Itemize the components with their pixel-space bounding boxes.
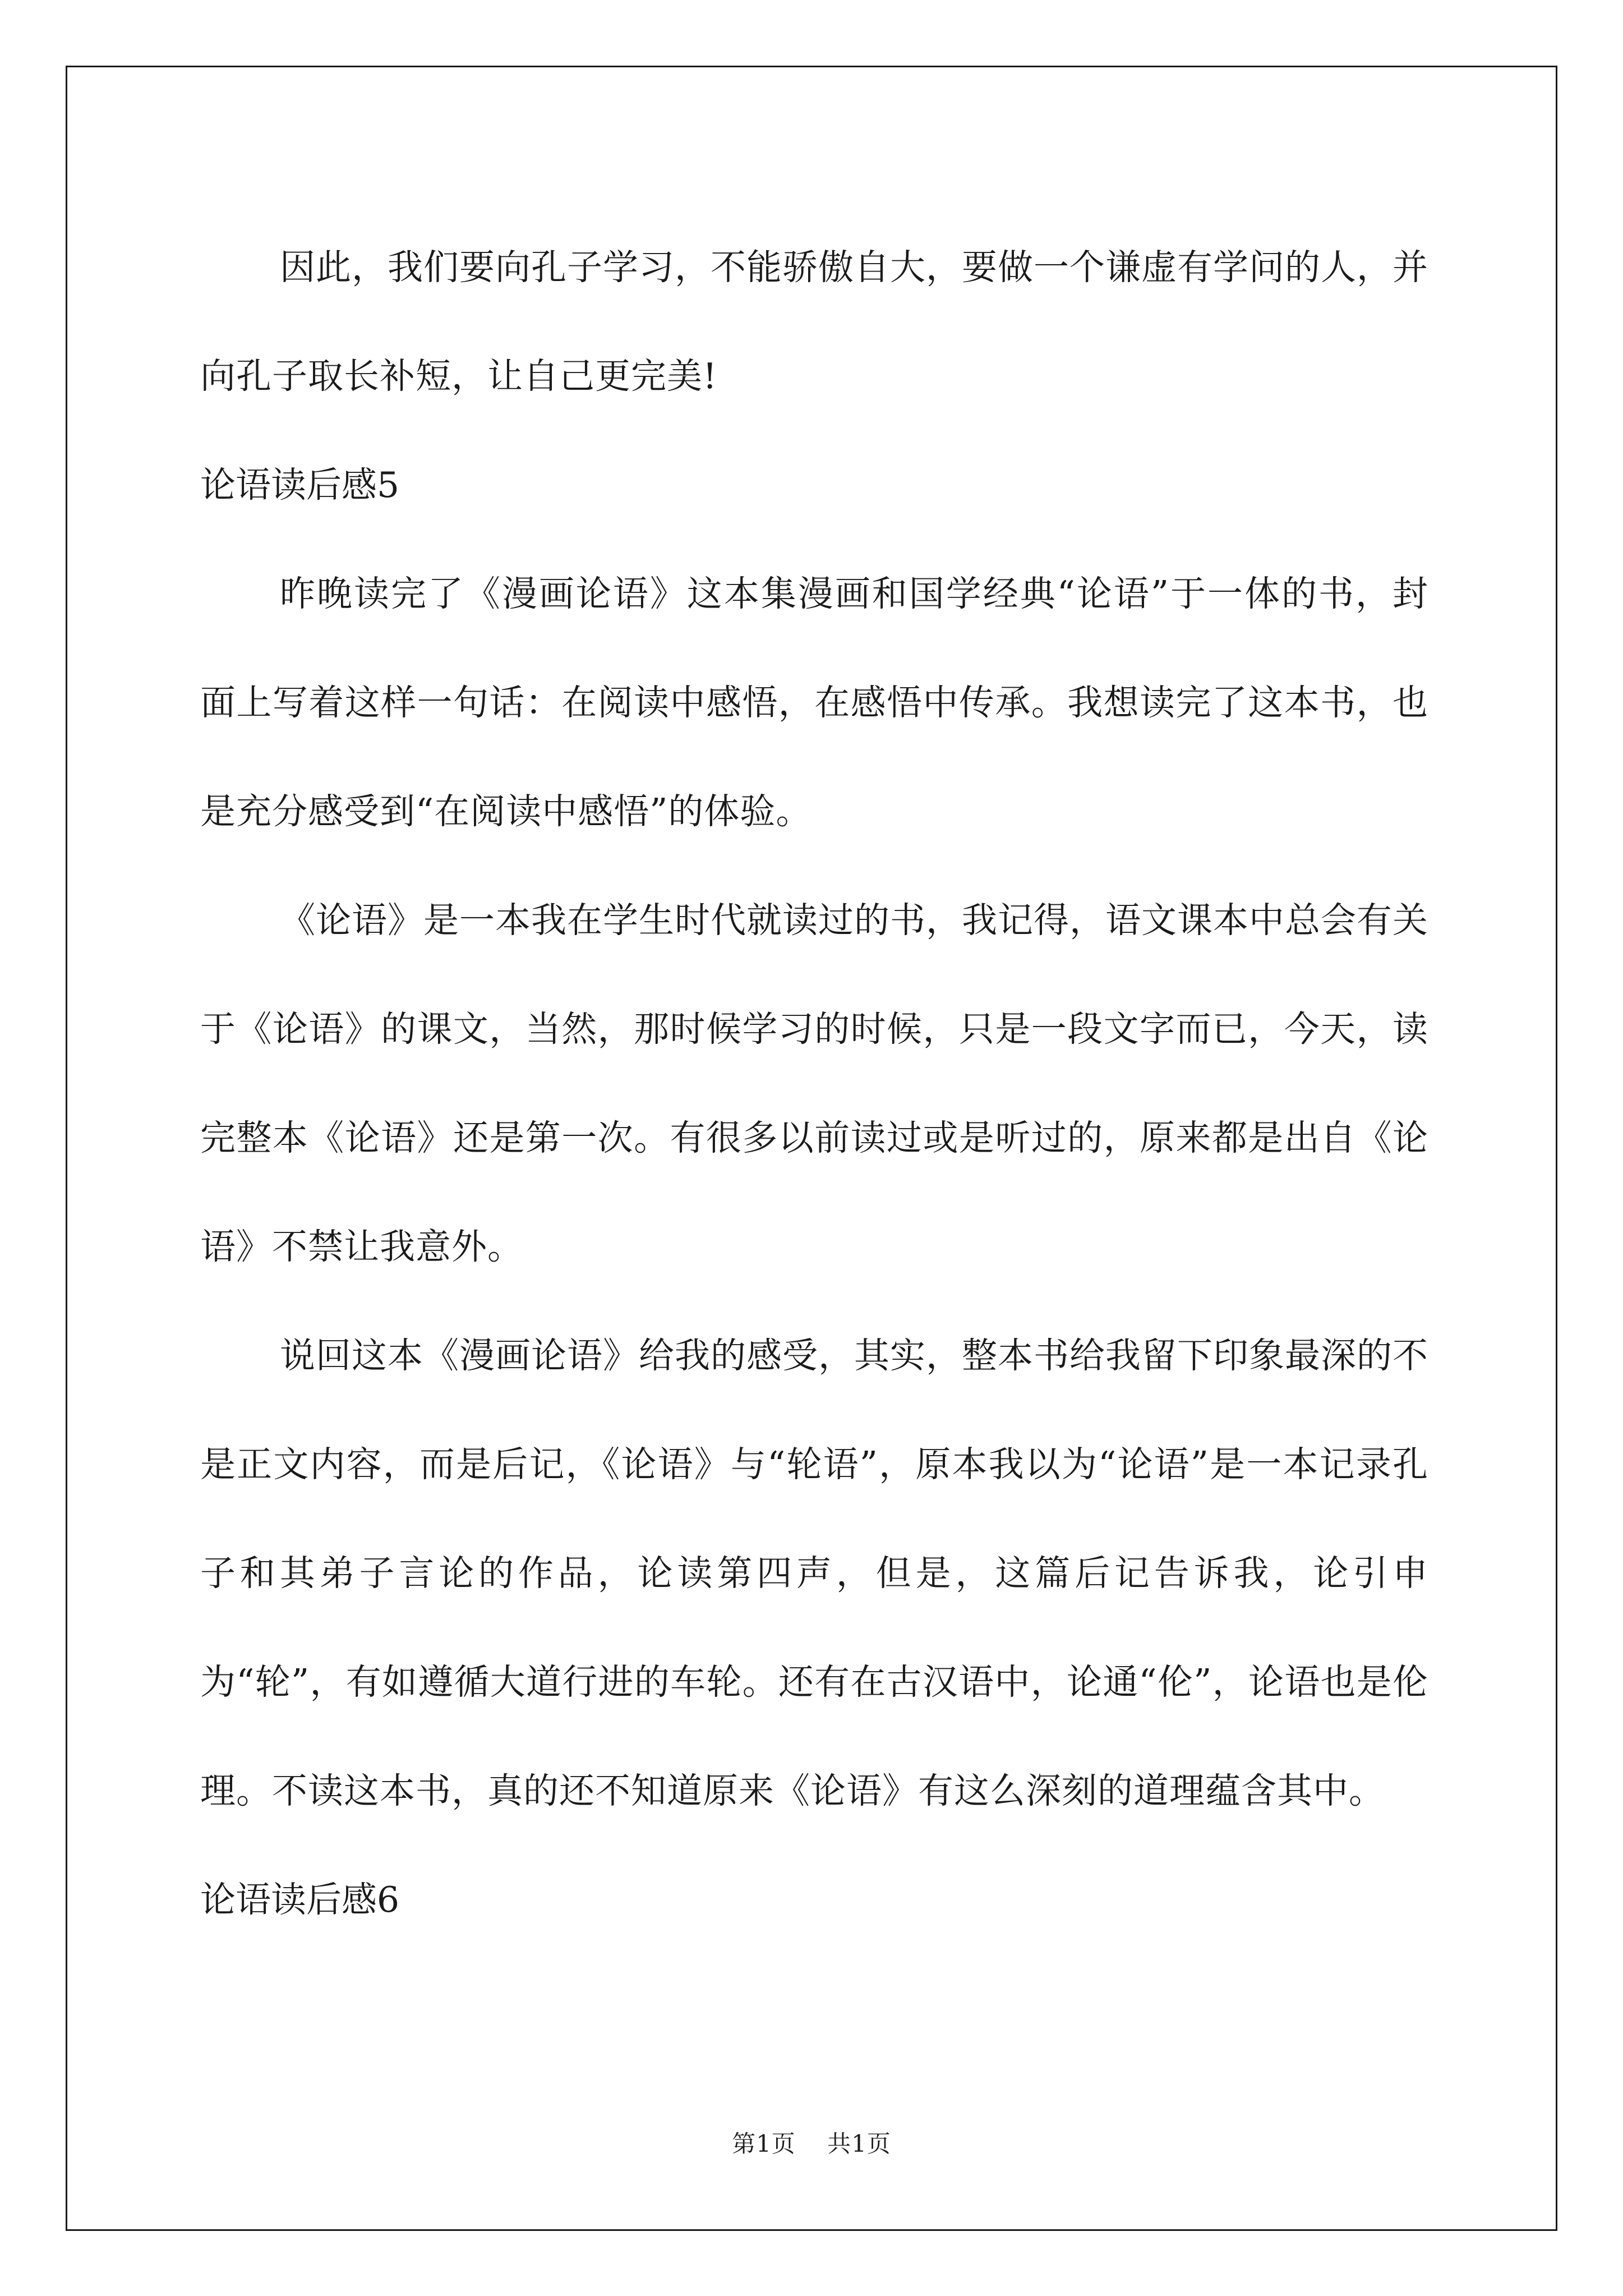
- page-total: 共1页: [827, 2130, 891, 2157]
- paragraph-conclusion: 因此，我们要向孔子学习，不能骄傲自大，要做一个谦虚有学问的人，并向孔子取长补短，让自己更完美!: [200, 247, 1428, 397]
- section-heading-6: 论语读后感6: [200, 1879, 400, 1920]
- page-number: 第1页: [732, 2130, 796, 2157]
- document-body: [200, 213, 1428, 1954]
- page-footer: [0, 2127, 1623, 2161]
- paragraph-afterword: 说回这本《漫画论语》给我的感受，其实，整本书给我留下印象最深的不是正文内容，而是后记，《论语》与“轮语”，原本我以为“论语”是一本记录孔子和其弟子言论的作品，论读第四声，但是，这篇后记告诉我，论引申为“轮”，有如遵循大道行进的车轮。还有在古汉语中，论通“伦”，论语也是伦理。不读这本书，真的还不知道原来《论语》有这么深刻的道理蕴含其中。: [200, 1335, 1428, 1811]
- section-heading-5: 论语读后感5: [200, 464, 400, 505]
- paragraph-intro: 昨晚读完了《漫画论语》这本集漫画和国学经典“论语”于一体的书，封面上写着这样一句话：在阅读中感悟，在感悟中传承。我想读完了这本书，也是充分感受到“在阅读中感悟”的体验。: [200, 573, 1428, 832]
- paragraph-memory: 《论语》是一本我在学生时代就读过的书，我记得，语文课本中总会有关于《论语》的课文，当然，那时候学习的时候，只是一段文字而已，今天，读完整本《论语》还是第一次。有很多以前读过或是听过的，原来都是出自《论语》不禁让我意外。: [200, 900, 1428, 1267]
